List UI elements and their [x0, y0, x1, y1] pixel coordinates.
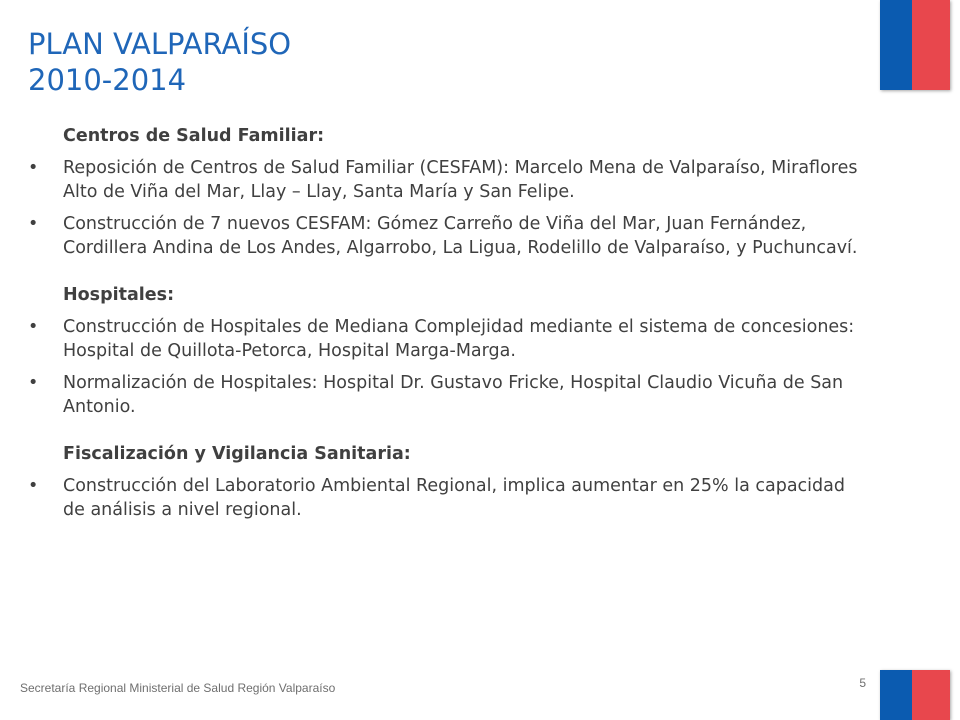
bullet-text: Construcción de Hospitales de Mediana Complejidad mediante el sistema de concesiones: Hospital de Quillota-Petorca, Hospital Marga-Marga. [63, 317, 855, 361]
footer-text: Secretaría Regional Ministerial de Salud Región Valparaíso [20, 681, 336, 695]
bullet-text: Reposición de Centros de Salud Familiar (CESFAM): Marcelo Mena de Valparaíso, Miraflores Alto de Viña del Mar, Llay – Llay, Santa María y San Felipe. [63, 158, 858, 202]
flag-red-stripe [912, 670, 950, 720]
title-line-2: 2010-2014 [28, 63, 187, 97]
bullet-icon: • [28, 373, 39, 393]
bullet-icon: • [28, 317, 39, 337]
chile-flag-top-decoration [880, 0, 950, 90]
bullet-item [28, 156, 868, 204]
slide-content [28, 124, 868, 522]
bullet-item [28, 315, 868, 363]
bullet-text: Construcción de 7 nuevos CESFAM: Gómez Carreño de Viña del Mar, Juan Fernández, Cordillera Andina de Los Andes, Algarrobo, La Ligua, Rodelillo de Valparaíso, y Puchuncaví. [63, 214, 858, 258]
section-heading-fiscalizacion: Fiscalización y Vigilancia Sanitaria: [63, 444, 411, 464]
title-line-1: PLAN VALPARAÍSO [28, 27, 292, 61]
bullet-icon: • [28, 214, 39, 234]
flag-blue-stripe [880, 670, 912, 720]
bullet-text: Construcción del Laboratorio Ambiental Regional, implica aumentar en 25% la capacidad de análisis a nivel regional. [63, 476, 845, 520]
section-heading-centros-salud: Centros de Salud Familiar: [63, 126, 325, 146]
bullet-icon: • [28, 158, 39, 178]
slide-title [28, 26, 848, 98]
flag-red-stripe [912, 0, 950, 90]
bullet-text: Normalización de Hospitales: Hospital Dr. Gustavo Fricke, Hospital Claudio Vicuña de San Antonio. [63, 373, 844, 417]
chile-flag-bottom-decoration [880, 670, 950, 720]
bullet-item [28, 474, 868, 522]
section-heading-hospitales: Hospitales: [63, 285, 175, 305]
flag-blue-stripe [880, 0, 912, 90]
bullet-item [28, 371, 868, 419]
bullet-item [28, 212, 868, 260]
bullet-icon: • [28, 476, 39, 496]
page-number: 5 [859, 676, 866, 690]
